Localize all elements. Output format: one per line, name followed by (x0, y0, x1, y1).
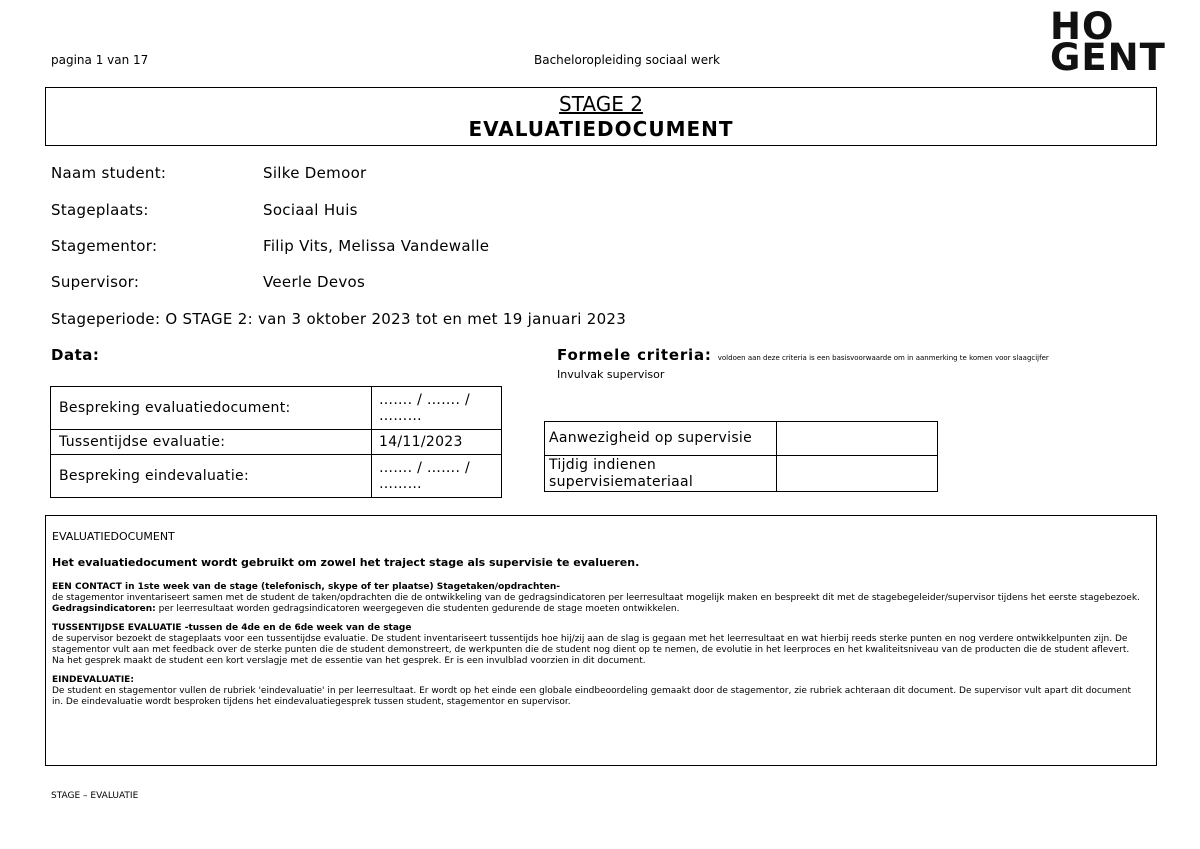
title-document: EVALUATIEDOCUMENT (468, 117, 734, 141)
internship-period: Stageperiode: O STAGE 2: van 3 oktober 2023 tot en met 19 januari 2023 (51, 310, 627, 328)
criteria-label: Tijdig indienen supervisiemateriaal (545, 456, 777, 492)
date-value[interactable]: ……. / ……. / ……… (372, 455, 502, 498)
criteria-input[interactable] (777, 422, 938, 456)
student-value: Silke Demoor (263, 164, 367, 182)
section-text: Na het gesprek maakt de student een kort verslagje met de essentie van het gesprek. Er is een invulblad voorzien in dit document. (52, 656, 646, 666)
table-row (545, 456, 938, 492)
section-heading: TUSSENTIJDSE EVALUATIE -tussen de 4de en de 6de week van de stage (52, 623, 412, 633)
section-text: De student en stagementor vullen de rubriek 'eindevaluatie' in per leerresultaat. Er wordt op het einde een globale eindbeoordeling gemaakt door de stagementor, zie rubriek achteraan dit document. De supervisor vult apart dit document in. De eindevaluatie wordt besproken tijdens het eindevaluatiegesprek tussen student, stagementor en supervisor. (52, 686, 1132, 707)
criteria-table (544, 421, 938, 492)
section-first-contact (52, 582, 1142, 615)
date-value[interactable]: ……. / ……. / ……… (372, 387, 502, 430)
date-label: Bespreking evaluatiedocument: (51, 387, 372, 430)
evaluation-box (45, 515, 1157, 766)
place-value: Sociaal Huis (263, 201, 358, 219)
title-box (45, 87, 1157, 146)
date-label: Bespreking eindevaluatie: (51, 455, 372, 498)
program-name: Bacheloropleiding sociaal werk (534, 53, 720, 67)
logo-line-2: GENT (1050, 36, 1166, 79)
section-final-evaluation (52, 675, 1142, 708)
criteria-input[interactable] (777, 456, 938, 492)
data-heading: Data: (51, 346, 100, 364)
page-footer: STAGE – EVALUATIE (51, 791, 139, 801)
criteria-note: voldoen aan deze criteria is een basisvoorwaarde om in aanmerking te komen voor slaagcijfer (717, 354, 1049, 362)
supervisor-label: Supervisor: (51, 273, 140, 291)
section-bold-term: Gedragsindicatoren: (52, 604, 156, 614)
page-number: pagina 1 van 17 (51, 53, 149, 67)
section-text: de supervisor bezoekt de stageplaats voor een tussentijdse evaluatie. De student inventariseert tussentijds hoe hij/zij aan de slag is gegaan met het leerresultaat en wat hierbij reeds sterke punten en nog verdere ontwikkelpunten zijn. De stagementor vult aan met feedback over de sterke punten die de student demonstreert, de werkpunten die de student nog dient op te nemen, de evolutie in het leerproces en het kwaliteitsniveau van de producten die de student aflevert. (52, 634, 1130, 655)
dates-table (50, 386, 502, 498)
evaluation-lead: Het evaluatiedocument wordt gebruikt om zowel het traject stage als supervisie te evalueren. (52, 556, 640, 569)
mentor-value: Filip Vits, Melissa Vandewalle (263, 237, 490, 255)
section-text: per leerresultaat worden gedragsindicatoren weergegeven die studenten gedurende de stage moeten ontwikkelen. (155, 604, 680, 614)
mentor-label: Stagementor: (51, 237, 158, 255)
evaluation-content (52, 531, 1142, 716)
hogent-logo (1050, 5, 1166, 79)
date-label: Tussentijdse evaluatie: (51, 430, 372, 455)
section-interim-evaluation (52, 623, 1142, 667)
evaluation-title: EVALUATIEDOCUMENT (52, 530, 175, 543)
date-value[interactable]: 14/11/2023 (372, 430, 502, 455)
criteria-subtitle: Invulvak supervisor (557, 368, 665, 381)
section-heading: EEN CONTACT in 1ste week van de stage (telefonisch, skype of ter plaatse) Stagetaken/opdrachten- (52, 582, 560, 592)
student-label: Naam student: (51, 164, 167, 182)
logo-line-1: HO (1050, 5, 1115, 48)
criteria-title: Formele criteria: (557, 346, 712, 364)
table-row (51, 387, 502, 430)
table-row (51, 455, 502, 498)
criteria-heading (557, 346, 1049, 364)
table-row (51, 430, 502, 455)
section-heading: EINDEVALUATIE: (52, 675, 134, 685)
title-stage: STAGE 2 (559, 92, 643, 116)
supervisor-value: Veerle Devos (263, 273, 366, 291)
section-text: de stagementor inventariseert samen met de student de taken/opdrachten die de ontwikkeling van de gedragsindicatoren per leerresultaat mogelijk maken en bespreekt dit met de stagebegeleider/supervisor tijdens het eerste stagebezoek. (52, 593, 1140, 603)
place-label: Stageplaats: (51, 201, 149, 219)
table-row (545, 422, 938, 456)
criteria-label: Aanwezigheid op supervisie (545, 422, 777, 456)
